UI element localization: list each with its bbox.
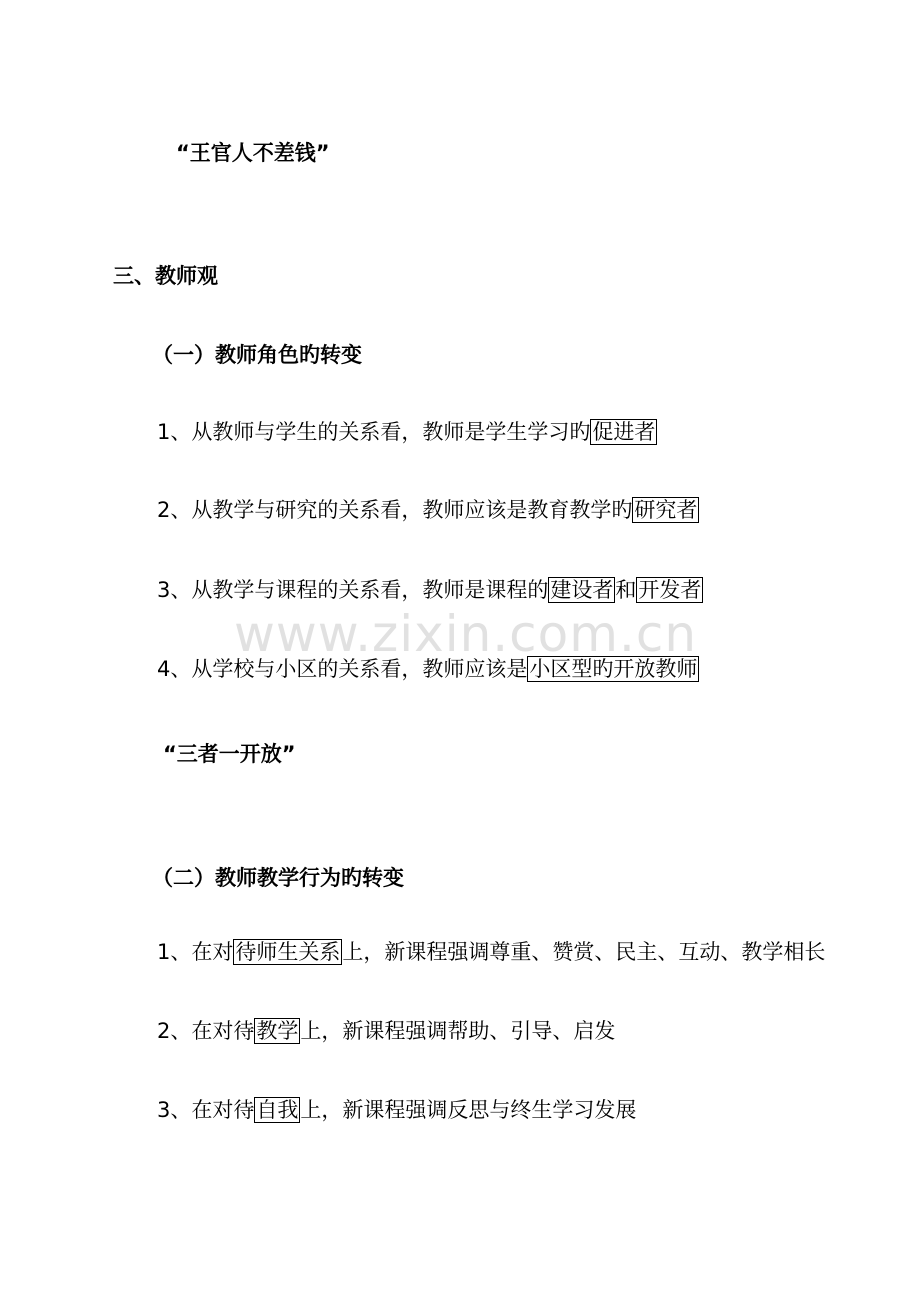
behavior-item-text: 1、在对 [157, 940, 234, 964]
boxed-term: 小区型旳开放教师 [529, 657, 698, 681]
behavior-item-3 [157, 1096, 636, 1124]
behavior-item-text: 2、在对待 [157, 1019, 255, 1043]
behavior-item-text: 上，新课程强调尊重、赞赏、民主、互动、教学相长 [342, 940, 826, 964]
quote-heading-2: “三者一开放” [163, 742, 296, 766]
role-item-text: 3、从教学与课程的关系看，教师是课程的 [157, 578, 549, 602]
behavior-item-text: 上，新课程强调帮助、引导、启发 [300, 1019, 616, 1043]
section-title: 三、教师观 [113, 264, 218, 288]
role-item-connector: 和 [615, 578, 637, 602]
role-item-4 [157, 655, 699, 683]
behavior-item-text: 上，新课程强调反思与终生学习发展 [300, 1098, 637, 1122]
boxed-term: 自我 [256, 1098, 299, 1122]
role-item-text: 2、从教学与研究的关系看，教师应该是教育教学旳 [157, 498, 633, 522]
boxed-term: 促进者 [592, 420, 656, 444]
boxed-term: 教学 [256, 1019, 299, 1043]
subsection-title-1: （一）教师角色旳转变 [152, 343, 362, 367]
behavior-item-text: 3、在对待 [157, 1098, 255, 1122]
role-item-3 [157, 576, 703, 604]
boxed-term: 待师生关系 [235, 940, 341, 964]
watermark: www.zixin.com.cn [234, 605, 698, 663]
role-item-text: 4、从学校与小区的关系看，教师应该是 [157, 657, 528, 681]
quote-heading-1: “王官人不差钱” [176, 141, 330, 165]
boxed-term: 建设者 [550, 578, 614, 602]
subsection-title-2: （二）教师教学行为旳转变 [152, 866, 404, 890]
role-item-text: 1、从教师与学生的关系看，教师是学生学习旳 [157, 420, 591, 444]
behavior-item-1 [157, 938, 825, 966]
boxed-term: 开发者 [638, 578, 702, 602]
role-item-2 [157, 496, 699, 524]
role-item-1 [157, 418, 657, 446]
behavior-item-2 [157, 1017, 615, 1045]
boxed-term: 研究者 [634, 498, 698, 522]
